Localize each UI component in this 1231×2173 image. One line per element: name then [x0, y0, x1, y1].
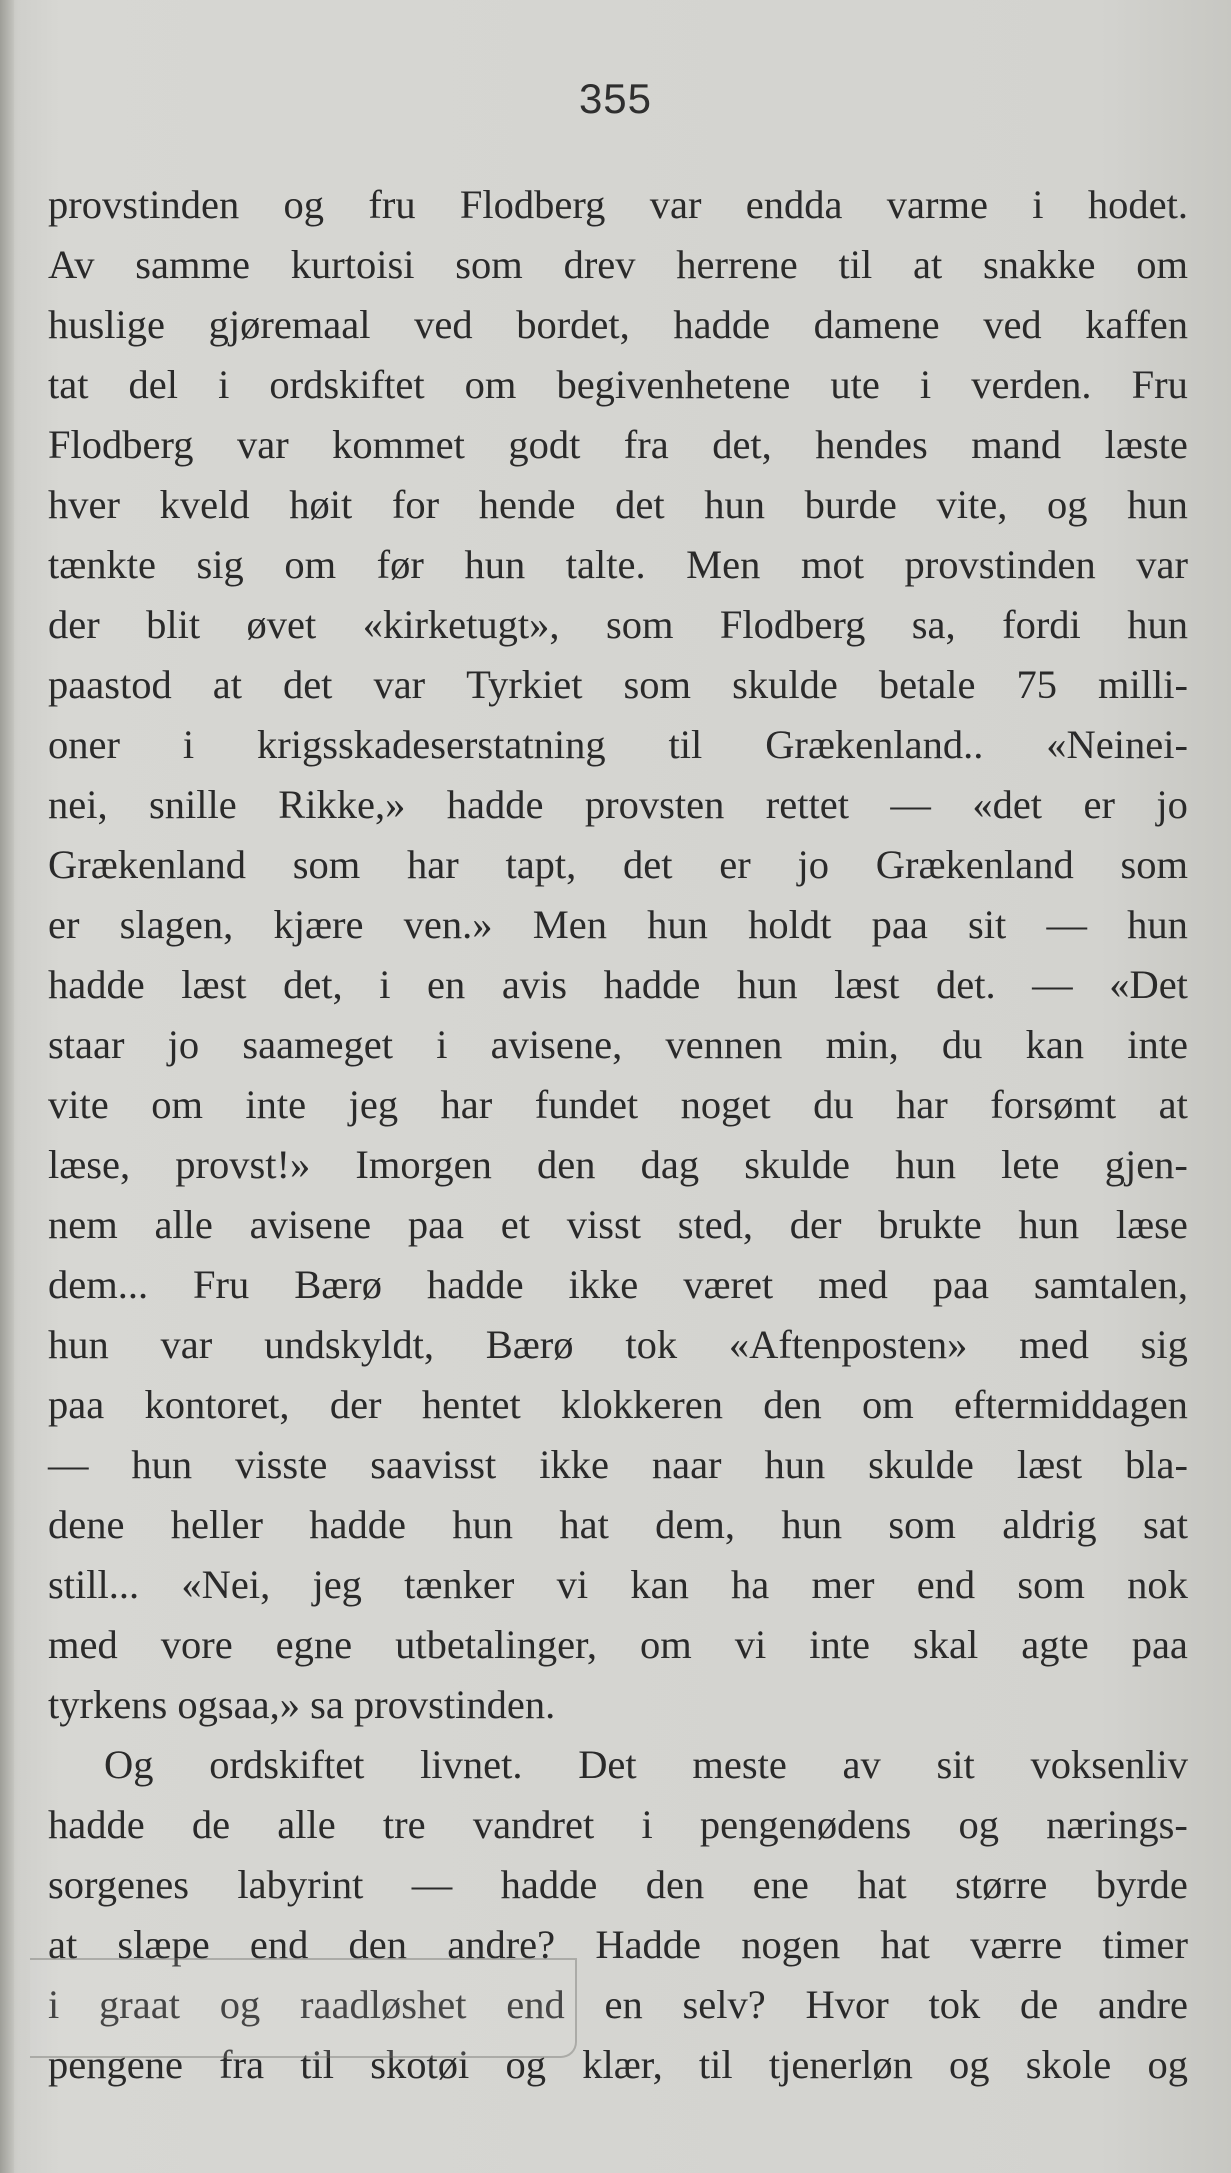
text-line: vite om inte jeg har fundet noget du har forsømt at [48, 1082, 1188, 1127]
paper-fold-mark [30, 1958, 577, 2058]
text-line: dem... Fru Bærø hadde ikke været med paa samtalen, [48, 1262, 1188, 1307]
book-spine-shadow [0, 0, 14, 2173]
paragraph-start-line: Og ordskiftet livnet. Det meste av sit voksenliv [104, 1742, 1188, 1787]
text-line: hadde læst det, i en avis hadde hun læst det. — «Det [48, 962, 1188, 1007]
text-line: provstinden og fru Flodberg var endda varme i hodet. [48, 182, 1188, 227]
text-line: still... «Nei, jeg tænker vi kan ha mer end som nok [48, 1562, 1188, 1607]
text-line: i graat og raadløshet end en selv? Hvor tok de andre [48, 1982, 1188, 2027]
text-line: hadde de alle tre vandret i pengenødens og nærings- [48, 1802, 1188, 1847]
text-line: oner i krigsskadeserstatning til Grækenland.. «Neinei- [48, 722, 1188, 767]
text-line: paastod at det var Tyrkiet som skulde betale 75 milli- [48, 662, 1188, 707]
text-line: staar jo saameget i avisene, vennen min, du kan inte [48, 1022, 1188, 1067]
text-line: dene heller hadde hun hat dem, hun som aldrig sat [48, 1502, 1188, 1547]
text-line: Flodberg var kommet godt fra det, hendes mand læste [48, 422, 1188, 467]
text-line: sorgenes labyrint — hadde den ene hat større byrde [48, 1862, 1188, 1907]
text-line: huslige gjøremaal ved bordet, hadde damene ved kaffen [48, 302, 1188, 347]
text-line: nei, snille Rikke,» hadde provsten rettet — «det er jo [48, 782, 1188, 827]
text-line: tænkte sig om før hun talte. Men mot provstinden var [48, 542, 1188, 587]
body-text [48, 175, 1188, 2095]
page-number: 355 [578, 75, 653, 122]
text-line: hun var undskyldt, Bærø tok «Aftenposten» med sig [48, 1322, 1188, 1367]
paragraph-end-line: tyrkens ogsaa,» sa provstinden. [48, 1682, 556, 1727]
text-line: læse, provst!» Imorgen den dag skulde hun lete gjen- [48, 1142, 1188, 1187]
text-line: er slagen, kjære ven.» Men hun holdt paa sit — hun [48, 902, 1188, 947]
text-line: nem alle avisene paa et visst sted, der brukte hun læse [48, 1202, 1188, 1247]
text-line: — hun visste saavisst ikke naar hun skulde læst bla- [48, 1442, 1188, 1487]
text-line: med vore egne utbetalinger, om vi inte skal agte paa [48, 1622, 1188, 1667]
text-line: tat del i ordskiftet om begivenhetene ute i verden. Fru [48, 362, 1188, 407]
text-line: Av samme kurtoisi som drev herrene til at snakke om [48, 242, 1188, 287]
text-line: der blit øvet «kirketugt», som Flodberg sa, fordi hun [48, 602, 1188, 647]
text-line: at slæpe end den andre? Hadde nogen hat værre timer [48, 1922, 1188, 1967]
text-line: hver kveld høit for hende det hun burde vite, og hun [48, 482, 1188, 527]
text-line: paa kontoret, der hentet klokkeren den om eftermiddagen [48, 1382, 1188, 1427]
text-line: pengene fra til skotøi og klær, til tjenerløn og skole og [48, 2042, 1188, 2087]
text-line: Grækenland som har tapt, det er jo Grækenland som [48, 842, 1188, 887]
